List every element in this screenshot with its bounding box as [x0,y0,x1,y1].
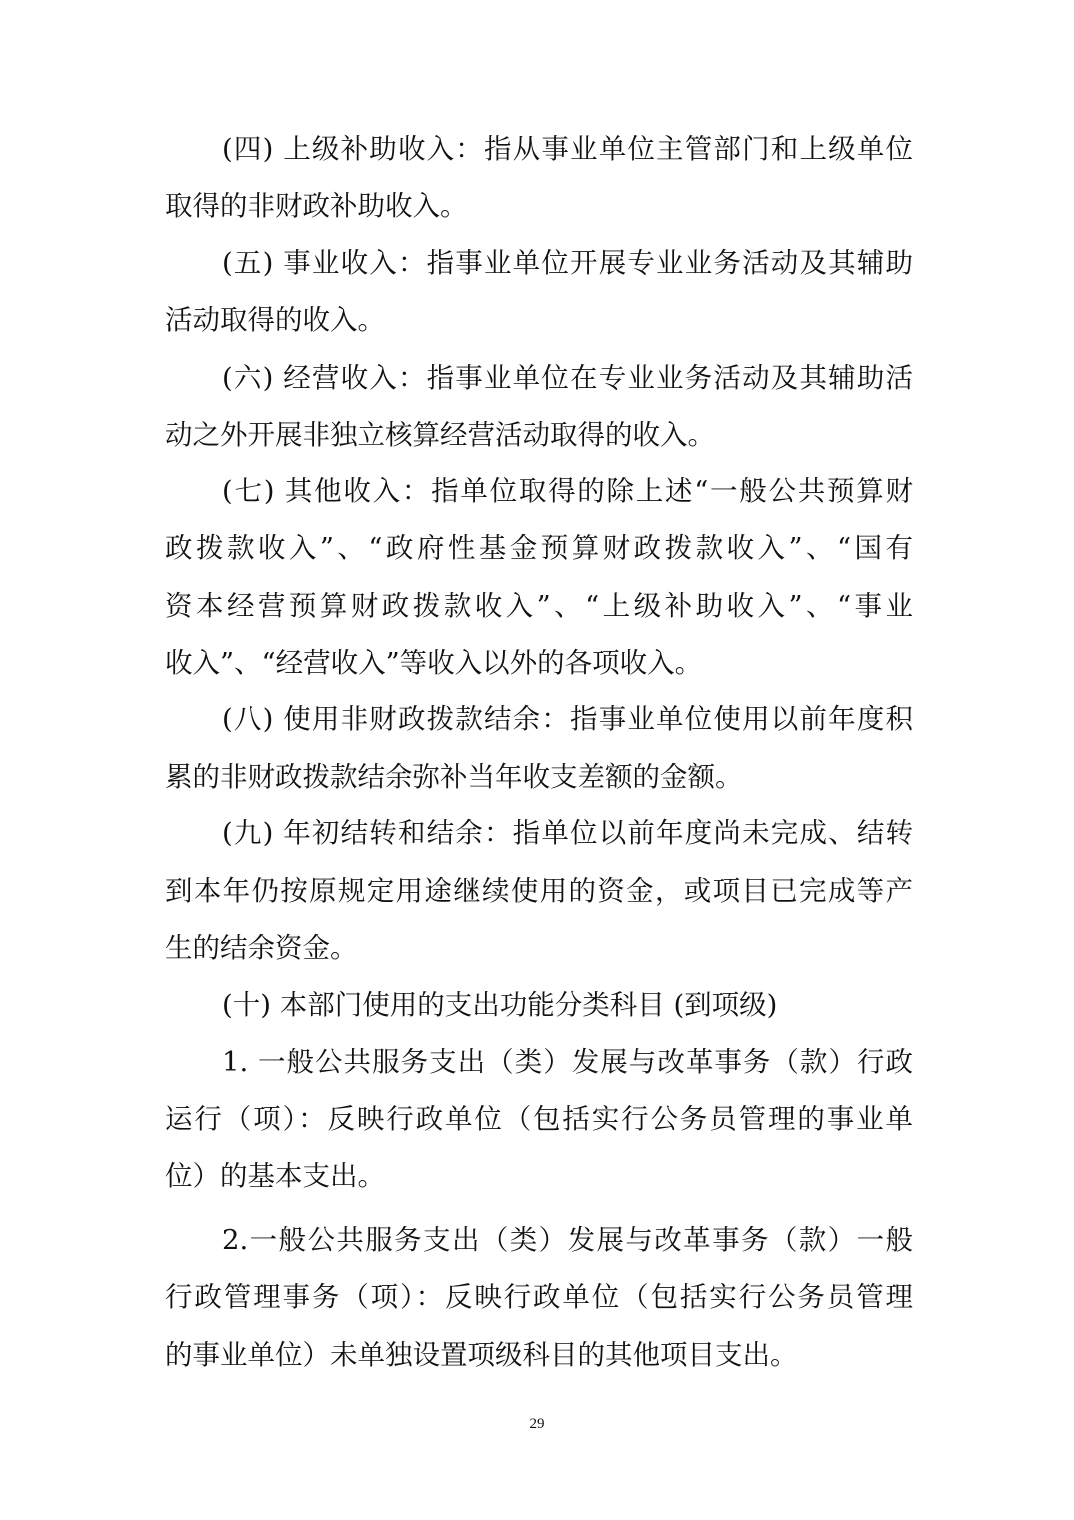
paragraph-line: (五) 事业收入：指事业单位开展专业业务活动及其辅助 [222,247,913,279]
paragraph-line: 1. 一般公共服务支出（类）发展与改革事务（款）行政 [222,1046,913,1078]
paragraph-line: 2.一般公共服务支出（类）发展与改革事务（款）一般 [222,1224,913,1256]
paragraph-line: (六) 经营收入：指事业单位在专业业务活动及其辅助活 [222,362,913,394]
page-number: 29 [529,1416,545,1432]
paragraph-line: 运行（项）：反映行政单位（包括实行公务员管理的事业单 [165,1103,913,1135]
paragraph-line: 累的非财政拨款结余弥补当年收支差额的金额。 [165,761,743,793]
paragraph-line: (九) 年初结转和结余：指单位以前年度尚未完成、结转 [222,817,913,849]
paragraph-line: 收入”、“经营收入”等收入以外的各项收入。 [165,647,703,679]
paragraph-line: (四) 上级补助收入：指从事业单位主管部门和上级单位 [222,133,913,165]
paragraph-line: 取得的非财政补助收入。 [165,190,468,222]
paragraph-line: 的事业单位）未单独设置项级科目的其他项目支出。 [165,1339,798,1371]
paragraph-line: (八) 使用非财政拨款结余：指事业单位使用以前年度积 [222,703,913,735]
section-heading: (十) 本部门使用的支出功能分类科目 (到项级) [222,989,778,1021]
paragraph-line: 活动取得的收入。 [165,304,385,336]
paragraph-line: 资本经营预算财政拨款收入”、“上级补助收入”、“事业 [165,590,913,622]
paragraph-line: 政拨款收入”、“政府性基金预算财政拨款收入”、“国有 [165,532,913,564]
paragraph-line: (七) 其他收入：指单位取得的除上述“一般公共预算财 [222,475,913,507]
paragraph-line: 位）的基本支出。 [165,1160,385,1192]
paragraph-line: 动之外开展非独立核算经营活动取得的收入。 [165,419,715,451]
paragraph-line: 生的结余资金。 [165,932,358,964]
paragraph-line: 到本年仍按原规定用途继续使用的资金，或项目已完成等产 [165,875,913,907]
paragraph-line: 行政管理事务（项）：反映行政单位（包括实行公务员管理 [165,1281,913,1313]
